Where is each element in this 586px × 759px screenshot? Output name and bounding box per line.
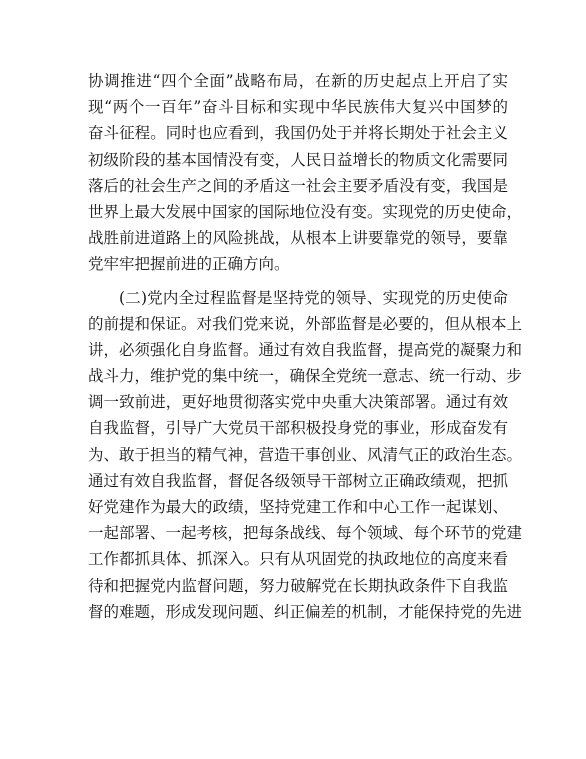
text-line: 好党建作为最大的政绩，坚持党建工作和中心工作一起谋划、 xyxy=(88,498,508,516)
text-line: 的前提和保证。对我们党来说，外部监督是必要的，但从根本上 xyxy=(88,314,523,333)
text-line: 落后的社会生产之间的矛盾这一社会主要矛盾没有变，我国是 xyxy=(88,176,508,195)
text-line: 督的难题，形成发现问题、纠正偏差的机制，才能保持党的先进 xyxy=(88,602,523,621)
text-line: 为、敢于担当的精气神，营造干事创业、风清气正的政治生态。 xyxy=(88,445,523,464)
text-line: 调一致前进，更好地贯彻落实党中央重大决策部署。通过有效 xyxy=(88,393,508,412)
text-line: 工作都抓具体、抓深入。只有从巩固党的执政地位的高度来看 xyxy=(88,550,508,569)
text-line: 奋斗征程。同时也应看到，我国仍处于并将长期处于社会主义 xyxy=(88,124,508,143)
text-line: 世界上最大发展中国家的国际地位没有变。实现党的历史使命， xyxy=(88,202,523,221)
text-line: 现“两个一百年”奋斗目标和实现中华民族伟大复兴中国梦的 xyxy=(88,98,508,117)
text-line: 一起部署、一起考核，把每条战线、每个领域、每个环节的党建 xyxy=(88,524,523,543)
text-line: 讲，必须强化自身监督。通过有效自我监督，提高党的凝聚力和 xyxy=(88,340,523,359)
text-line: 初级阶段的基本国情没有变，人民日益增长的物质文化需要同 xyxy=(88,150,508,169)
text-line: 自我监督，引导广大党员干部积极投身党的事业，形成奋发有 xyxy=(88,419,508,438)
text-line: 协调推进“四个全面”战略布局，在新的历史起点上开启了实 xyxy=(88,72,508,90)
paragraph-gap xyxy=(88,278,508,285)
text-line: 党牢牢把握前进的正确方向。 xyxy=(88,255,290,274)
text-line: 待和把握党内监督问题，努力破解党在长期执政条件下自我监 xyxy=(88,576,508,595)
paragraph-section-2 xyxy=(88,285,523,625)
document-body xyxy=(88,68,523,625)
text-line: 通过有效自我监督，督促各级领导干部树立正确政绩观，把抓 xyxy=(88,471,508,490)
text-line: 战胜前进道路上的风险挑战，从根本上讲要靠党的领导，要靠 xyxy=(88,229,508,248)
paragraph-continuation xyxy=(88,68,523,278)
text-line-section-heading: (二)党内全过程监督是坚持党的领导、实现党的历史使命 xyxy=(119,288,508,307)
text-line: 战斗力，维护党的集中统一，确保全党统一意志、统一行动、步 xyxy=(88,367,523,386)
